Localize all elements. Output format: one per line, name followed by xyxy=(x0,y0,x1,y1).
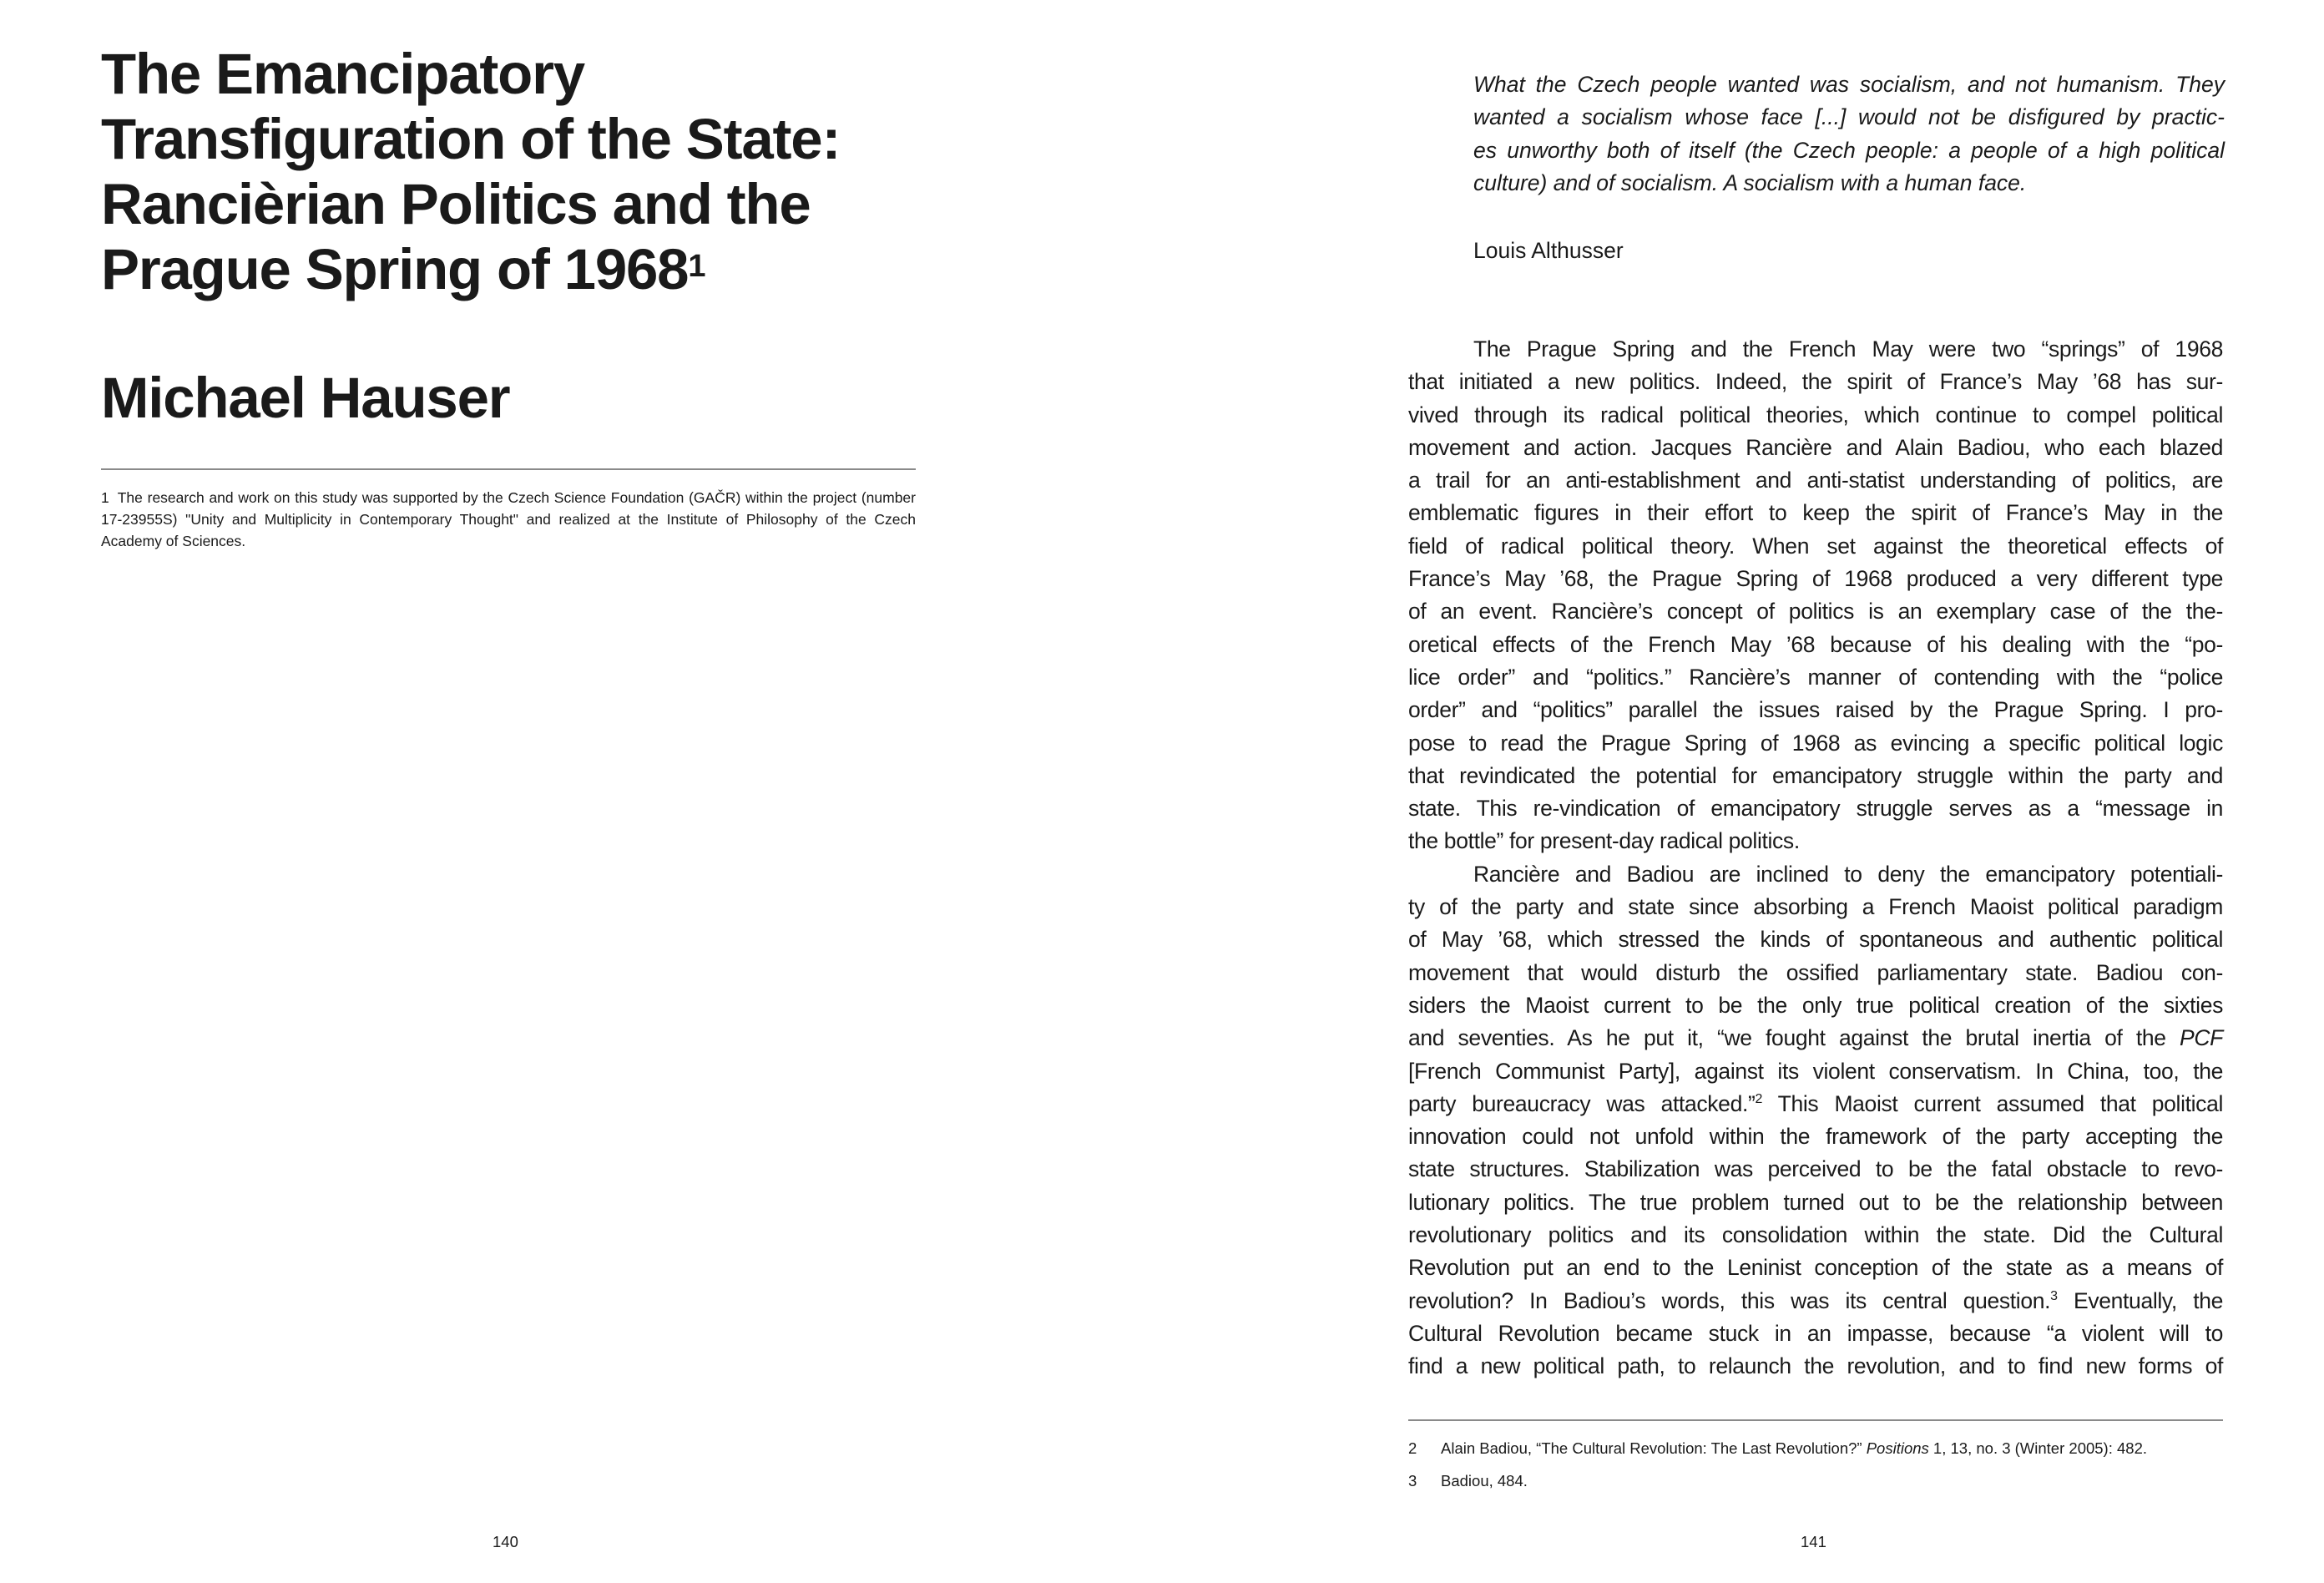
footnote-divider xyxy=(101,468,916,470)
footnote-1 xyxy=(101,487,916,552)
text-segment: Eventually, the xyxy=(2057,1287,2223,1313)
footnote-number: 2 xyxy=(1408,1439,1417,1457)
footnote-ref[interactable]: 2 xyxy=(1755,1092,1763,1106)
body-line: a trail for an anti-establishment and anti-statist understanding of politics, are xyxy=(1408,468,2223,493)
article-title xyxy=(101,42,978,302)
body-line: lice order” and “politics.” Rancière’s manner of contending with the “police xyxy=(1408,664,2223,690)
body-line: that revindicated the potential for emancipatory struggle within the party and xyxy=(1408,762,2223,788)
title-line: The Emancipatory xyxy=(101,42,584,106)
body-line: of an event. Rancière’s concept of politics is an exemplary case of the the- xyxy=(1408,599,2223,625)
body-line: vived through its radical political theories, which continue to compel political xyxy=(1408,402,2223,427)
footnote-2 xyxy=(1408,1438,2147,1459)
body-line: of May ’68, which stressed the kinds of spontaneous and authentic political xyxy=(1408,927,2223,953)
footnote-number: 1 xyxy=(101,489,109,506)
body-line xyxy=(1408,1285,2223,1317)
body-line: oretical effects of the French May ’68 because of his dealing with the “po- xyxy=(1408,631,2223,657)
author-name: Michael Hauser xyxy=(101,366,510,430)
body-line: Rancière and Badiou are inclined to deny the emancipatory potentiali- xyxy=(1473,861,2223,887)
footnote-divider xyxy=(1408,1419,2223,1421)
body-line: movement that would disturb the ossified parliamentary state. Badiou con- xyxy=(1408,959,2223,985)
text-segment: revolution? In Badiou’s words, this was its central question. xyxy=(1408,1287,2051,1313)
body-line: The Prague Spring and the French May were two “springs” of 1968 xyxy=(1473,336,2223,362)
text-segment: and seventies. As he put it, “we fought against the brutal inertia of the xyxy=(1408,1025,2180,1051)
footnote-text: Alain Badiou, “The Cultural Revolution: The Last Revolution?” xyxy=(1441,1439,1867,1457)
body-line: Revolution put an end to the Leninist conception of the state as a means of xyxy=(1408,1255,2223,1281)
footnote-text: 1, 13, no. 3 (Winter 2005): 482. xyxy=(1928,1439,2148,1457)
body-line: lutionary politics. The true problem turned out to be the relationship between xyxy=(1408,1189,2223,1215)
body-line xyxy=(1408,1088,2223,1120)
body-line: state. This re-vindication of emancipatory struggle serves as a “message in xyxy=(1408,796,2223,822)
title-line: Rancièrian Politics and the xyxy=(101,172,811,236)
body-line: order” and “politics” parallel the issues raised by the Prague Spring. I pro- xyxy=(1408,697,2223,723)
text-segment: PCF xyxy=(2180,1025,2223,1051)
body-line: innovation could not unfold within the framework of the party accepting the xyxy=(1408,1124,2223,1150)
epigraph-line: What the Czech people wanted was socialism, and not humanism. They xyxy=(1473,72,2225,97)
body-line xyxy=(1408,1022,2223,1054)
epigraph-line: wanted a socialism whose face [...] would not be disfigured by practic- xyxy=(1473,104,2225,130)
body-text xyxy=(1408,333,2223,1383)
body-line: find a new political path, to relaunch the revolution, and to find new forms of xyxy=(1408,1353,2223,1379)
title-line: Prague Spring of 1968 xyxy=(101,237,689,301)
body-line: Cultural Revolution became stuck in an impasse, because “a violent will to xyxy=(1408,1320,2223,1346)
body-line: ty of the party and state since absorbing a French Maoist political paradigm xyxy=(1408,894,2223,920)
footnote-3 xyxy=(1408,1470,1528,1492)
text-segment: This Maoist current assumed that political xyxy=(1762,1090,2224,1116)
body-line: France’s May ’68, the Prague Spring of 1968 produced a very different type xyxy=(1408,566,2223,592)
epigraph-author: Louis Althusser xyxy=(1473,238,1624,263)
body-line: field of radical political theory. When set against the theoretical effects of xyxy=(1408,533,2223,559)
epigraph xyxy=(1473,68,2225,200)
body-line: pose to read the Prague Spring of 1968 as evincing a specific political logic xyxy=(1408,730,2223,756)
body-line: siders the Maoist current to be the only true political creation of the sixties xyxy=(1408,992,2223,1018)
epigraph-line: es unworthy both of itself (the Czech people: a people of a high political xyxy=(1473,137,2225,163)
footnote-number: 3 xyxy=(1408,1472,1417,1489)
body-line: state structures. Stabilization was perceived to be the fatal obstacle to revo- xyxy=(1408,1156,2223,1182)
text-segment: party bureaucracy was attacked.” xyxy=(1408,1090,1756,1116)
body-line: [French Communist Party], against its violent conservatism. In China, too, the xyxy=(1408,1058,2223,1084)
body-line: revolutionary politics and its consolidation within the state. Did the Cultural xyxy=(1408,1222,2223,1248)
title-line: Transfiguration of the State: xyxy=(101,107,841,171)
page-number-left: 140 xyxy=(493,1533,518,1550)
body-line: the bottle” for present-day radical politics. xyxy=(1408,828,1800,854)
footnote-text: Badiou, 484. xyxy=(1441,1472,1528,1489)
footnote-ref[interactable]: 1 xyxy=(688,249,705,284)
footnote-journal: Positions xyxy=(1866,1439,1929,1457)
footnote-ref[interactable]: 3 xyxy=(2050,1288,2058,1303)
body-line: emblematic figures in their effort to keep the spirit of France’s May in the xyxy=(1408,500,2223,526)
footnote-text: The research and work on this study was supported by the Czech Science Foundation (GAČR) within the project (number 17-23955S) "Unity and Multiplicity in Contemporary Thought" and realized at the Institute of Philosophy of the Czech Academy of Sciences. xyxy=(101,489,916,549)
body-line: that initiated a new politics. Indeed, the spirit of France’s May ’68 has sur- xyxy=(1408,369,2223,395)
page-number-right: 141 xyxy=(1801,1533,1826,1550)
epigraph-line: culture) and of socialism. A socialism with a human face. xyxy=(1473,169,2027,195)
body-line: movement and action. Jacques Rancière and Alain Badiou, who each blazed xyxy=(1408,434,2223,460)
